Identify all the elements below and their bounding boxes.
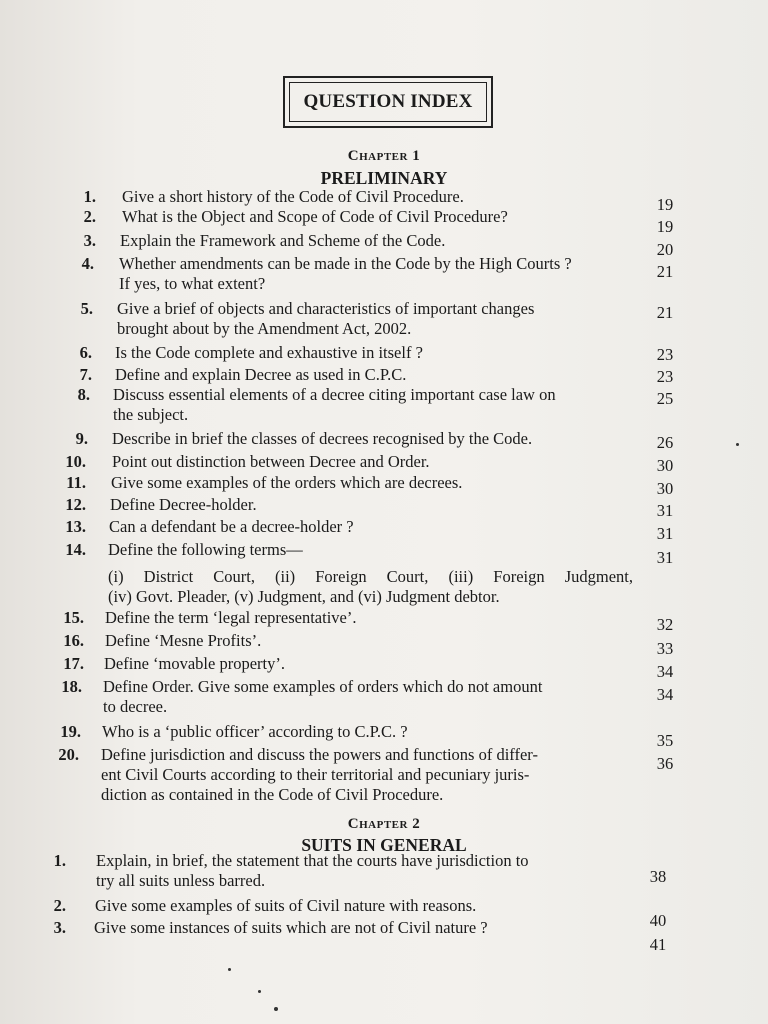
page-number: 30 bbox=[656, 456, 674, 475]
question-number: 13. bbox=[65, 517, 86, 536]
question-text-line: Define ‘Mesne Profits’. bbox=[105, 631, 262, 650]
question-number: 5. bbox=[80, 299, 93, 318]
scan-speck bbox=[736, 443, 739, 446]
question-text-line: Discuss essential elements of a decree citing important case law on bbox=[113, 385, 556, 404]
question-number: 3. bbox=[53, 918, 66, 937]
page-number: 32 bbox=[656, 615, 674, 634]
question-text-line: Define and explain Decree as used in C.P.C. bbox=[115, 365, 407, 384]
question-number: 7. bbox=[79, 365, 92, 384]
q14-terms-line-2: (iv) Govt. Pleader, (v) Judgment, and (vi) Judgment debtor. bbox=[108, 587, 500, 606]
page-number: 21 bbox=[656, 303, 674, 322]
question-number: 15. bbox=[63, 608, 84, 627]
question-text-line: Give some instances of suits which are not of Civil nature ? bbox=[94, 918, 488, 937]
question-number: 9. bbox=[75, 429, 88, 448]
question-text-line: diction as contained in the Code of Civil Procedure. bbox=[101, 785, 444, 804]
question-text-line: Give some examples of suits of Civil nature with reasons. bbox=[95, 896, 477, 915]
question-number: 14. bbox=[65, 540, 86, 559]
question-number: 10. bbox=[65, 452, 86, 471]
page-number: 26 bbox=[656, 433, 674, 452]
page-title: QUESTION INDEX bbox=[289, 82, 487, 122]
page-number: 23 bbox=[656, 345, 674, 364]
page-number: 34 bbox=[656, 662, 674, 681]
chapter-1-label: Chapter 1 bbox=[347, 148, 421, 164]
question-number: 6. bbox=[79, 343, 92, 362]
question-number: 8. bbox=[77, 385, 90, 404]
question-text-line: Define the following terms— bbox=[108, 540, 303, 559]
page-number: 40 bbox=[649, 911, 667, 930]
question-text-line: Describe in brief the classes of decrees recognised by the Code. bbox=[112, 429, 533, 448]
question-number: 16. bbox=[63, 631, 84, 650]
question-text-line: If yes, to what extent? bbox=[119, 274, 266, 293]
question-text-line: the subject. bbox=[113, 405, 189, 424]
page-number: 41 bbox=[649, 935, 667, 954]
question-text-line: to decree. bbox=[103, 697, 168, 716]
question-number: 3. bbox=[83, 231, 96, 250]
question-number: 17. bbox=[63, 654, 84, 673]
question-text-line: Define Decree-holder. bbox=[110, 495, 257, 514]
chapter-2-label: Chapter 2 bbox=[347, 816, 421, 832]
question-number: 2. bbox=[53, 896, 66, 915]
question-text-line: Explain the Framework and Scheme of the Code. bbox=[120, 231, 446, 250]
question-number: 2. bbox=[83, 207, 96, 226]
question-text-line: Give some examples of the orders which are decrees. bbox=[111, 473, 463, 492]
page-number: 31 bbox=[656, 501, 674, 520]
scan-speck bbox=[258, 990, 261, 993]
question-number: 1. bbox=[53, 851, 66, 870]
page-number: 36 bbox=[656, 754, 674, 773]
question-text-line: Give a short history of the Code of Civil Procedure. bbox=[122, 187, 464, 206]
question-text-line: Define ‘movable property’. bbox=[104, 654, 285, 673]
question-number: 4. bbox=[81, 254, 94, 273]
question-number: 18. bbox=[61, 677, 82, 696]
page-number: 33 bbox=[656, 639, 674, 658]
chapter-1-name: PRELIMINARY bbox=[320, 168, 448, 188]
question-number: 19. bbox=[60, 722, 81, 741]
question-text-line: What is the Object and Scope of Code of Civil Procedure? bbox=[122, 207, 508, 226]
page-number: 34 bbox=[656, 685, 674, 704]
page-number: 35 bbox=[656, 731, 674, 750]
question-text-line: Give a brief of objects and characteristics of important changes bbox=[117, 299, 535, 318]
page-number: 19 bbox=[656, 195, 674, 214]
page-number: 31 bbox=[656, 524, 674, 543]
question-text-line: Is the Code complete and exhaustive in itself ? bbox=[115, 343, 423, 362]
question-number: 20. bbox=[58, 745, 79, 764]
question-text-line: try all suits unless barred. bbox=[96, 871, 266, 890]
question-number: 12. bbox=[65, 495, 86, 514]
scan-speck bbox=[274, 1007, 278, 1011]
q14-terms bbox=[108, 567, 633, 607]
question-number: 1. bbox=[83, 187, 96, 206]
question-text-line: ent Civil Courts according to their territorial and pecuniary juris- bbox=[101, 765, 530, 784]
question-text-line: Can a defendant be a decree-holder ? bbox=[109, 517, 354, 536]
page-number: 38 bbox=[649, 867, 667, 886]
question-text-line: Whether amendments can be made in the Code by the High Courts ? bbox=[119, 254, 572, 273]
question-text-line: Define Order. Give some examples of orders which do not amount bbox=[103, 677, 543, 696]
question-text-line: Define the term ‘legal representative’. bbox=[105, 608, 357, 627]
question-text-line: Explain, in brief, the statement that the courts have jurisdiction to bbox=[96, 851, 529, 870]
page-number: 30 bbox=[656, 479, 674, 498]
page-number: 23 bbox=[656, 367, 674, 386]
scan-speck bbox=[228, 968, 231, 971]
question-text-line: Who is a ‘public officer’ according to C.P.C. ? bbox=[102, 722, 408, 741]
question-text-line: brought about by the Amendment Act, 2002. bbox=[117, 319, 412, 338]
page-number: 31 bbox=[656, 548, 674, 567]
question-text-line: Point out distinction between Decree and Order. bbox=[112, 452, 430, 471]
question-number: 11. bbox=[66, 473, 86, 492]
page-number: 21 bbox=[656, 262, 674, 281]
chapter-2-name: SUITS IN GENERAL bbox=[301, 835, 467, 855]
q14-terms-line-1: (i) District Court, (ii) Foreign Court, (iii) Foreign Judgment, bbox=[108, 567, 633, 586]
question-text-line: Define jurisdiction and discuss the powers and functions of differ- bbox=[101, 745, 538, 764]
page-number: 20 bbox=[656, 240, 674, 259]
page-number: 19 bbox=[656, 217, 674, 236]
page-number: 25 bbox=[656, 389, 674, 408]
title-box bbox=[283, 76, 493, 128]
